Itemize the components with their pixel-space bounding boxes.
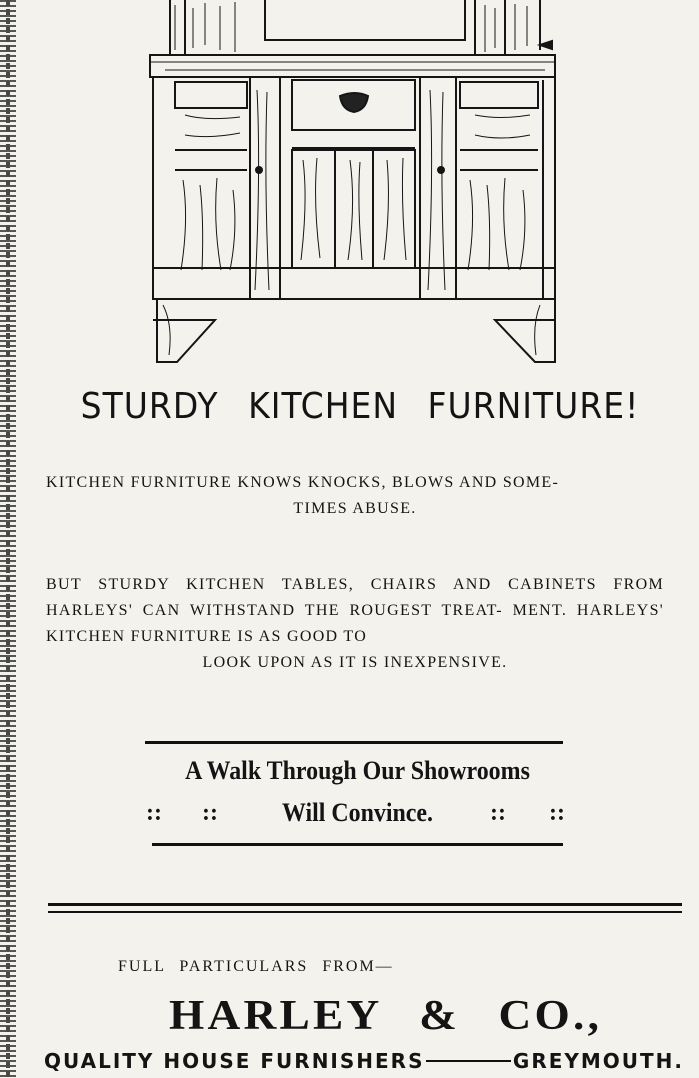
tagline-right: GREYMOUTH. [512,1049,684,1073]
tagline-dash [426,1060,510,1062]
firm-name: HARLEY & CO., [168,993,603,1039]
showroom-line-2: Will Convince. [281,798,434,827]
section-divider-bottom [48,911,682,913]
paragraph-knocks [46,470,664,522]
paragraph-knocks-line-1: KITCHEN FURNITURE KNOWS KNOCKS, BLOWS AND SOME- [46,474,560,491]
left-border-rule [0,0,16,1078]
ornament-colons-1: :: [146,800,162,826]
paragraph-knocks-line-2: TIMES ABUSE. [293,500,417,517]
ornament-colons-3: :: [490,800,506,826]
full-particulars: FULL PARTICULARS FROM— [118,958,394,975]
paragraph-sturdy-last-line: LOOK UPON AS IT IS INEXPENSIVE. [202,654,508,671]
ornament-colons-4: :: [549,800,565,826]
section-divider-top [48,903,682,906]
showroom-line-1: A Walk Through Our Showrooms [185,756,530,785]
tagline [44,1049,684,1073]
paragraph-sturdy [46,572,664,676]
showroom-bottom-rule [152,843,563,846]
tagline-left: QUALITY HOUSE FURNISHERS [44,1049,425,1073]
kitchen-cabinet-illustration [145,0,565,365]
ornament-colons-2: :: [202,800,218,826]
paragraph-sturdy-body: BUT STURDY KITCHEN TABLES, CHAIRS AND CABINETS FROM HARLEYS' CAN WITHSTAND THE ROUGEST TREAT- MENT. HARLEYS' KITCHEN FURNITURE IS AS GOOD TO [46,576,664,645]
headline: STURDY KITCHEN FURNITURE! [80,384,640,427]
showroom-top-rule [145,741,563,744]
